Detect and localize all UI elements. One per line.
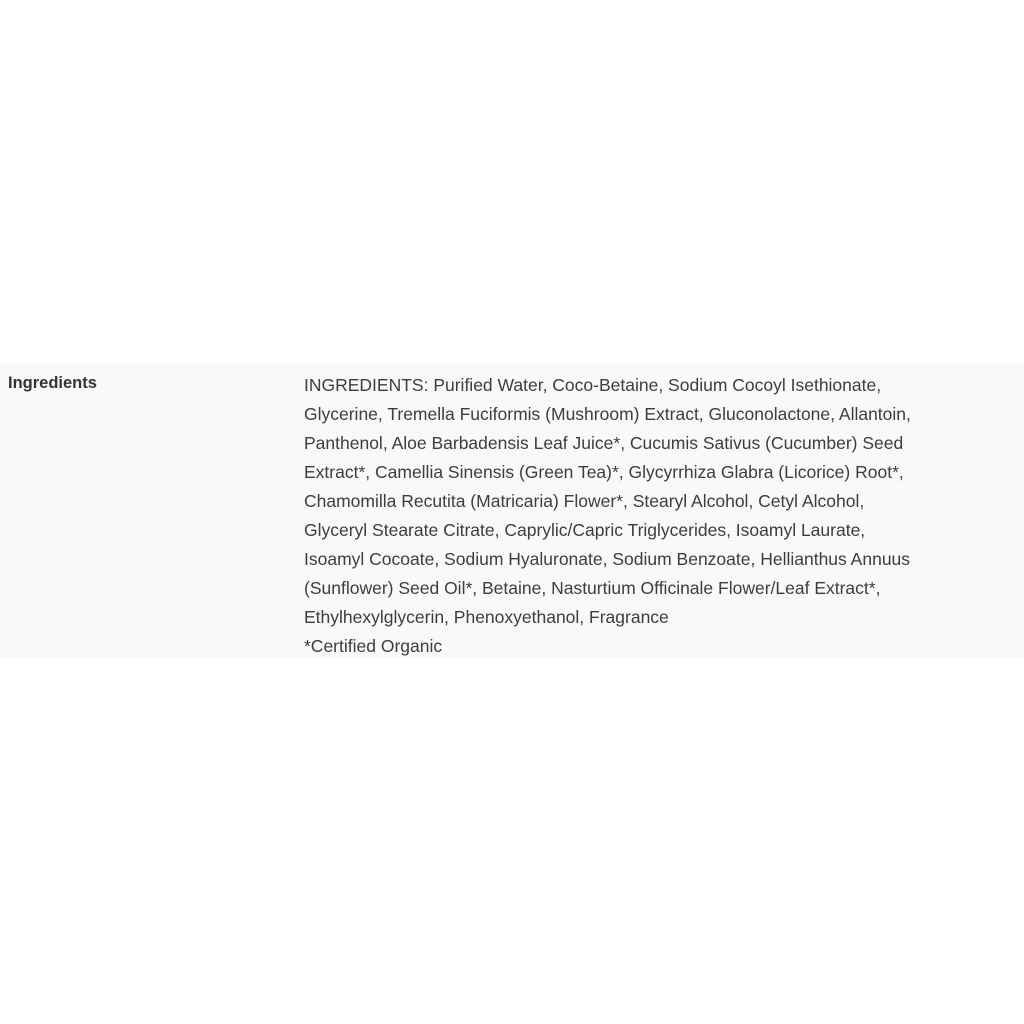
ingredients-list: [304, 371, 1004, 661]
ingredients-line: INGREDIENTS: Purified Water, Coco-Betaine, Sodium Cocoyl Isethionate,: [304, 375, 882, 395]
ingredients-line: Glycerine, Tremella Fuciformis (Mushroom) Extract, Gluconolactone, Allantoin,: [304, 404, 911, 424]
ingredients-line: (Sunflower) Seed Oil*, Betaine, Nasturtium Officinale Flower/Leaf Extract*,: [304, 578, 881, 598]
ingredients-line: Glyceryl Stearate Citrate, Caprylic/Capric Triglycerides, Isoamyl Laurate,: [304, 520, 866, 540]
ingredients-label: Ingredients: [8, 374, 97, 392]
ingredients-line: Ethylhexylglycerin, Phenoxyethanol, Fragrance: [304, 607, 669, 627]
ingredients-line: Isoamyl Cocoate, Sodium Hyaluronate, Sodium Benzoate, Hellianthus Annuus: [304, 549, 911, 569]
ingredients-line: Chamomilla Recutita (Matricaria) Flower*, Stearyl Alcohol, Cetyl Alcohol,: [304, 491, 865, 511]
ingredients-line: Extract*, Camellia Sinensis (Green Tea)*, Glycyrrhiza Glabra (Licorice) Root*,: [304, 462, 904, 482]
ingredients-row: [0, 364, 1024, 658]
ingredients-footnote: *Certified Organic: [304, 636, 443, 656]
ingredients-line: Panthenol, Aloe Barbadensis Leaf Juice*, Cucumis Sativus (Cucumber) Seed: [304, 433, 904, 453]
